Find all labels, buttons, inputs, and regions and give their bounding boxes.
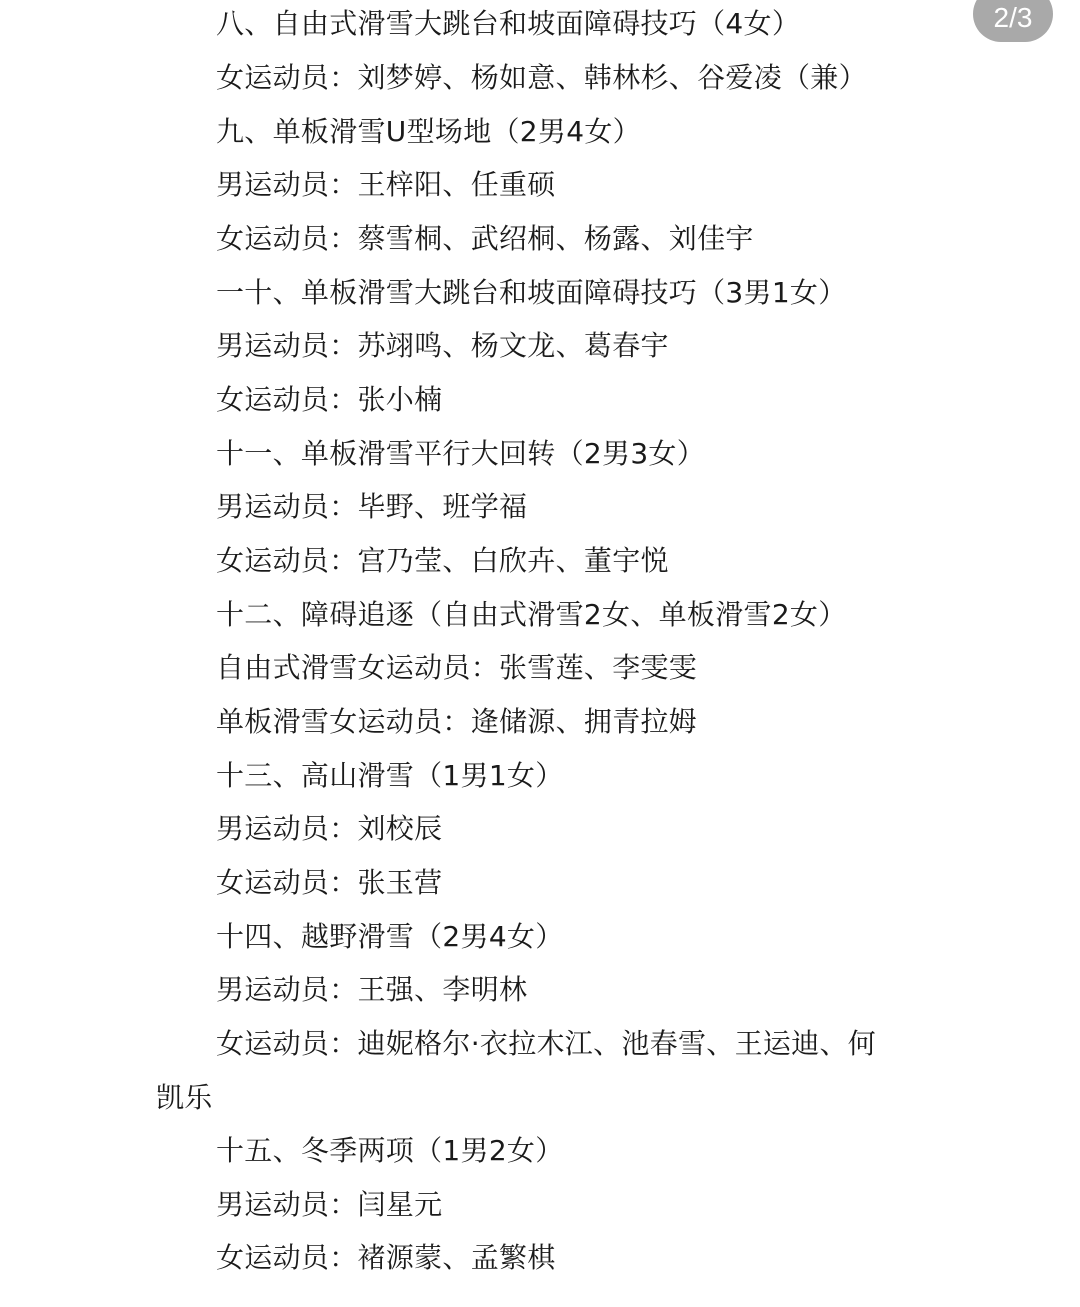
section-heading-10: 一十、单板滑雪大跳台和坡面障碍技巧（3男1女） bbox=[216, 276, 847, 309]
section-heading-8: 八、自由式滑雪大跳台和坡面障碍技巧（4女） bbox=[216, 7, 801, 40]
section-heading-13: 十三、高山滑雪（1男1女） bbox=[216, 759, 564, 792]
athlete-list-line: 单板滑雪女运动员：逄储源、拥青拉姆 bbox=[216, 705, 698, 738]
athlete-list-line: 女运动员：张小楠 bbox=[216, 383, 443, 416]
athlete-list-line: 女运动员：迪妮格尔·衣拉木江、池春雪、王运迪、何 bbox=[216, 1027, 877, 1060]
athlete-list-line: 男运动员：刘校辰 bbox=[216, 812, 443, 845]
section-heading-15: 十五、冬季两项（1男2女） bbox=[216, 1134, 564, 1167]
athlete-list-line: 女运动员：褚源蒙、孟繁棋 bbox=[216, 1241, 556, 1274]
athlete-list-line: 男运动员：闫星元 bbox=[216, 1188, 443, 1221]
athlete-list-line: 女运动员：张玉营 bbox=[216, 866, 443, 899]
athlete-list-line: 女运动员：蔡雪桐、武绍桐、杨露、刘佳宇 bbox=[216, 222, 754, 255]
athlete-list-line: 男运动员：王梓阳、任重硕 bbox=[216, 168, 556, 201]
section-heading-12: 十二、障碍追逐（自由式滑雪2女、单板滑雪2女） bbox=[216, 598, 847, 631]
athlete-list-line: 自由式滑雪女运动员：张雪莲、李雯雯 bbox=[216, 651, 698, 684]
section-heading-11: 十一、单板滑雪平行大回转（2男3女） bbox=[216, 437, 706, 470]
section-heading-9: 九、单板滑雪U型场地（2男4女） bbox=[216, 115, 641, 148]
athlete-list-line: 女运动员：刘梦婷、杨如意、韩林杉、谷爱凌（兼） bbox=[216, 61, 867, 94]
section-heading-14: 十四、越野滑雪（2男4女） bbox=[216, 920, 564, 953]
athlete-list-line: 男运动员：苏翊鸣、杨文龙、葛春宇 bbox=[216, 329, 669, 362]
athlete-list-line: 男运动员：王强、李明林 bbox=[216, 973, 528, 1006]
athlete-list-line: 女运动员：宫乃莹、白欣卉、董宇悦 bbox=[216, 544, 669, 577]
athlete-list-line: 男运动员：毕野、班学福 bbox=[216, 490, 528, 523]
page-indicator-badge: 2/3 bbox=[973, 0, 1053, 42]
athlete-list-line-continuation: 凯乐 bbox=[156, 1081, 213, 1114]
